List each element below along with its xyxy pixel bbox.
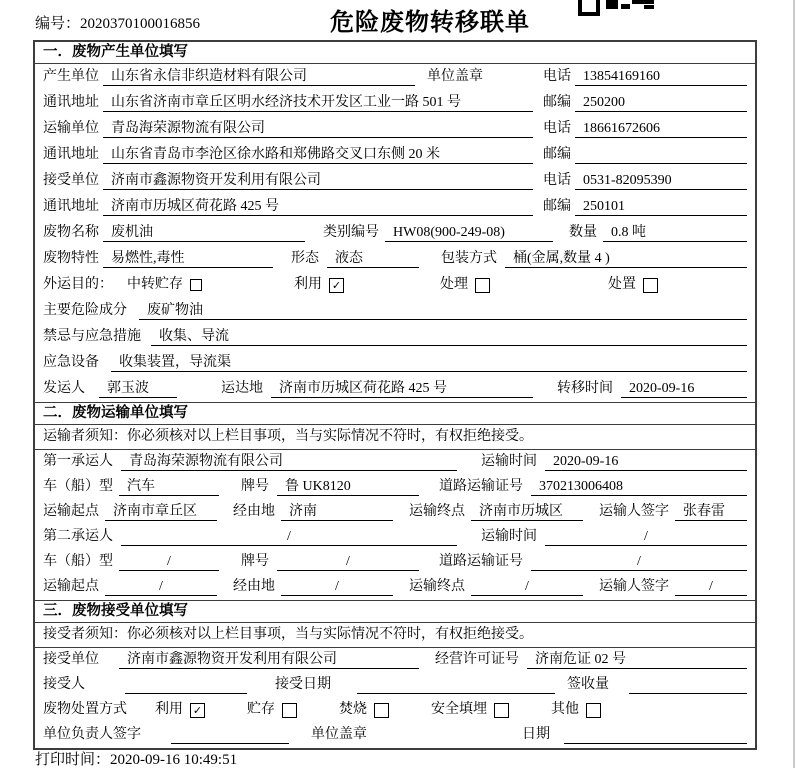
category-code-label: 类别编号 [323,225,379,240]
transport-time-label-1: 运输时间 [481,454,537,469]
destination-value: 济南市历城区荷花路 425 号 [271,380,533,398]
generator-address-label: 通讯地址 [43,95,99,110]
page-edge-line [793,0,795,768]
emergency-equipment-row [35,350,755,376]
carrier-signature-value-1: 张春雷 [675,503,747,521]
first-carrier-value: 青岛海荣源物流有限公司 [121,453,457,471]
plate-number-value-2: / [277,553,419,571]
vehicle-type-row-2 [35,550,755,575]
waste-characteristics-label: 废物特性 [43,251,99,266]
carrier-signature-label-2: 运输人签字 [599,579,669,594]
checkbox-disposal-storage [282,703,297,718]
generator-unit-label: 产生单位 [43,69,99,84]
transporter-zip-value [575,146,747,164]
section2-title: 二．废物运输单位填写 [35,402,755,425]
receiving-unit-value: 济南市鑫源物资开发利用有限公司 [119,651,419,669]
accept-date-label: 接受日期 [275,677,331,692]
responsible-signature-row [35,723,755,748]
second-carrier-value: / [121,528,457,546]
generator-zip-value: 250200 [575,94,747,112]
purpose-dispose-label: 处置 [608,277,636,292]
route-via-value-1: 济南 [281,503,393,521]
waste-characteristics-value: 易燃性,毒性 [103,250,273,268]
route-start-label-1: 运输起点 [43,504,99,519]
physical-form-value: 液态 [327,250,419,268]
transporter-address-row [35,142,755,168]
serial-value: 2020370100016856 [80,16,201,32]
document-header [0,0,796,40]
serial-label: 编号： [35,16,81,32]
hazard-components-row [35,298,755,324]
transporter-phone-value: 18661672606 [575,120,747,138]
responsible-signature-label: 单位负责人签字 [43,727,141,742]
route-end-value-2: / [471,578,583,596]
plate-number-label-1: 牌号 [241,479,269,494]
checkbox-disposal-other [586,703,601,718]
disposal-method-row [35,698,755,723]
transporter-address-value: 山东省青岛市李沧区徐水路和郑佛路交叉口东侧 20 米 [103,146,533,164]
plate-number-label-2: 牌号 [241,554,269,569]
checkbox-dispose [643,278,658,293]
receiver-zip-value: 250101 [575,198,747,216]
first-carrier-row [35,450,755,475]
received-quantity-value [629,676,747,694]
checkbox-treat [475,278,490,293]
receiver-unit-row [35,168,755,194]
acceptor-label: 接受人 [43,677,85,692]
route-row-2 [35,575,755,600]
carrier-signature-value-2: / [675,578,747,596]
receiver-address-value: 济南市历城区荷花路 425 号 [103,198,533,216]
transporter-notice: 运输者须知：你必须核对以上栏目事项，当与实际情况不符时，有权拒绝接受。 [35,425,755,450]
print-time [35,748,237,769]
license-number-value: 济南危证 02 号 [527,651,747,669]
vehicle-type-label-2: 车（船）型 [43,554,113,569]
acceptor-value [125,676,247,694]
road-permit-label-1: 道路运输证号 [439,479,523,494]
vehicle-type-label-1: 车（船）型 [43,479,113,494]
route-via-label-1: 经由地 [233,504,275,519]
receiver-zip-label: 邮编 [543,199,571,214]
transport-time-value-1: 2020-09-16 [545,453,747,471]
receiver-address-label: 通讯地址 [43,199,99,214]
accept-date-value [357,676,555,694]
second-carrier-label: 第二承运人 [43,529,113,544]
waste-props-row [35,246,755,272]
road-permit-label-2: 道路运输证号 [439,554,523,569]
physical-form-label: 形态 [291,251,319,266]
generator-phone-label: 电话 [543,69,571,84]
receiver-phone-label: 电话 [543,173,571,188]
vehicle-type-value-1: 汽车 [119,478,219,496]
packing-method-value: 桶(金属,数量 4 ) [505,250,747,268]
purpose-transit-storage-label: 中转贮存 [127,277,183,292]
dispatcher-row [35,376,755,402]
seal-date-label: 日期 [522,727,550,742]
disposal-utilize-label: 利用 [155,702,183,717]
license-number-label: 经营许可证号 [435,652,519,667]
unit-seal-label: 单位盖章 [427,69,483,84]
vehicle-type-value-2: / [119,553,219,571]
first-carrier-label: 第一承运人 [43,454,113,469]
waste-name-label: 废物名称 [43,225,99,240]
print-time-value: 2020-09-16 10:49:51 [110,752,238,768]
page-title: 危险废物转移联单 [330,10,530,36]
waste-name-row [35,220,755,246]
receiver-unit-label: 接受单位 [43,173,99,188]
transporter-unit-label: 运输单位 [43,121,99,136]
emergency-equipment-value: 收集装置，导流渠 [111,354,747,372]
route-start-value-1: 济南市章丘区 [105,503,217,521]
hazard-components-value: 废矿物油 [139,302,747,320]
transfer-purpose-row [35,272,755,298]
unit-seal-label-2: 单位盖章 [311,727,367,742]
checkbox-disposal-incinerate [374,703,389,718]
waste-name-value: 废机油 [103,224,305,242]
destination-label: 运达地 [221,381,263,396]
emergency-measures-row [35,324,755,350]
transporter-zip-label: 邮编 [543,147,571,162]
road-permit-value-1: 370213006408 [531,478,747,496]
vehicle-type-row-1 [35,475,755,500]
transport-time-value-2: / [545,528,747,546]
receiving-unit-row [35,648,755,673]
route-start-label-2: 运输起点 [43,579,99,594]
manifest-form-table [33,40,757,750]
hazard-components-label: 主要危险成分 [43,303,127,318]
checkbox-utilize: ✓ [329,278,344,293]
checkbox-disposal-utilize: ✓ [190,703,205,718]
transfer-purpose-label: 外运目的： [43,277,113,292]
route-via-label-2: 经由地 [233,579,275,594]
purpose-utilize-label: 利用 [294,277,322,292]
emergency-measures-label: 禁忌与应急措施 [43,329,141,344]
checkbox-disposal-landfill [494,703,509,718]
disposal-storage-label: 贮存 [247,702,275,717]
serial-number [35,12,200,33]
receiver-unit-value: 济南市鑫源物资开发利用有限公司 [103,172,533,190]
route-via-value-2: / [281,578,393,596]
dispatcher-value: 郭玉波 [99,380,177,398]
purpose-treat-label: 处理 [440,277,468,292]
disposal-method-label: 废物处置方式 [43,702,127,717]
quantity-label: 数量 [569,225,597,240]
transporter-phone-label: 电话 [543,121,571,136]
receiver-phone-value: 0531-82095390 [575,172,747,190]
route-end-value-1: 济南市历城区 [471,503,583,521]
disposal-landfill-label: 安全填埋 [431,702,487,717]
dispatcher-label: 发运人 [43,381,85,396]
transfer-date-label: 转移时间 [557,381,613,396]
category-code-value: HW08(900-249-08) [385,224,553,242]
transfer-date-value: 2020-09-16 [621,380,747,398]
carrier-signature-label-1: 运输人签字 [599,504,669,519]
transport-time-label-2: 运输时间 [481,529,537,544]
generator-zip-label: 邮编 [543,95,571,110]
generator-unit-value: 山东省永信非织造材料有限公司 [103,68,415,86]
responsible-signature-value [171,726,289,744]
quantity-value: 0.8 吨 [603,224,747,242]
transporter-address-label: 通讯地址 [43,147,99,162]
emergency-equipment-label: 应急设备 [43,355,99,370]
packing-method-label: 包装方式 [441,251,497,266]
section3-title: 三．废物接受单位填写 [35,600,755,623]
disposal-incinerate-label: 焚烧 [339,702,367,717]
transporter-unit-value: 青岛海荣源物流有限公司 [103,120,533,138]
received-quantity-label: 签收量 [567,677,609,692]
route-end-label-2: 运输终点 [409,579,465,594]
route-row-1 [35,500,755,525]
emergency-measures-value: 收集、导流 [151,328,747,346]
road-permit-value-2: / [531,553,747,571]
plate-number-value-1: 鲁 UK8120 [277,478,419,496]
receiving-unit-label: 接受单位 [43,652,99,667]
transporter-unit-row [35,116,755,142]
route-start-value-2: / [105,578,217,596]
generator-phone-value: 13854169160 [575,68,747,86]
receiver-notice: 接受者须知：你必须核对以上栏目事项，当与实际情况不符时，有权拒绝接受。 [35,623,755,648]
seal-date-value [564,726,747,744]
print-time-label: 打印时间： [35,752,111,768]
disposal-other-label: 其他 [551,702,579,717]
generator-unit-row [35,64,755,90]
section1-title: 一．废物产生单位填写 [35,42,755,64]
receiver-address-row [35,194,755,220]
generator-address-row [35,90,755,116]
checkbox-transit-storage [190,279,202,291]
generator-address-value: 山东省济南市章丘区明水经济技术开发区工业一路 501 号 [103,94,533,112]
qr-code-fragment [578,0,658,10]
second-carrier-row [35,525,755,550]
route-end-label-1: 运输终点 [409,504,465,519]
acceptor-row [35,673,755,698]
